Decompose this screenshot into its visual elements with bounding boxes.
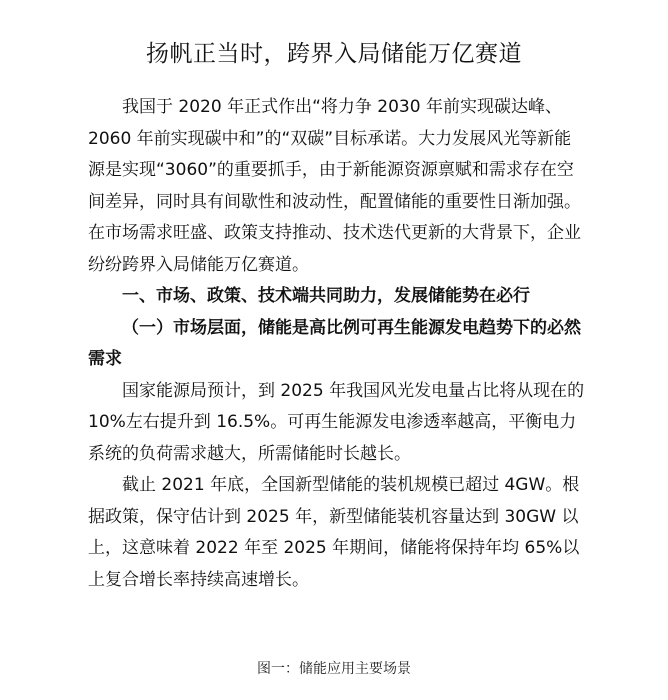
document-body [88,92,588,596]
document-title: 扬帆正当时，跨界入局储能万亿赛道 [146,41,522,67]
subsection-heading: （一）市场层面，储能是高比例可再生能源发电趋势下的必然需求 [88,317,581,369]
section-heading: 一、市场、政策、技术端共同助力，发展储能势在必行 [122,286,530,306]
market-paragraph: 国家能源局预计，到 2025 年我国风光发电量占比将从现在的 10%左右提升到 16.5%。可再生能源发电渗透率越高，平衡电力系统的负荷需求越大，所需储能时长越长。 [88,380,585,464]
intro-paragraph: 我国于 2020 年正式作出“将力争 2030 年前实现碳达峰、2060 年前实现碳中和”的“双碳”目标承诺。大力发展风光等新能源是实现“3060”的重要抓手，由于新能源资源禀赋和需求存在空间差异，同时具有间歇性和波动性，配置储能的重要性日渐加强。在市场需求旺盛、政策支持推动、技术迭代更新的大背景下，企业纷纷跨界入局储能万亿赛道。 [88,97,581,275]
figure-caption: 图一：储能应用主要场景 [257,661,411,677]
capacity-paragraph: 截止 2021 年底，全国新型储能的装机规模已超过 4GW。根据政策，保守估计到 2025 年，新型储能装机容量达到 30GW 以上，这意味着 2022 年至 2025 年期间，储能将保持年均 65%以上复合增长率持续高速增长。 [88,475,580,590]
